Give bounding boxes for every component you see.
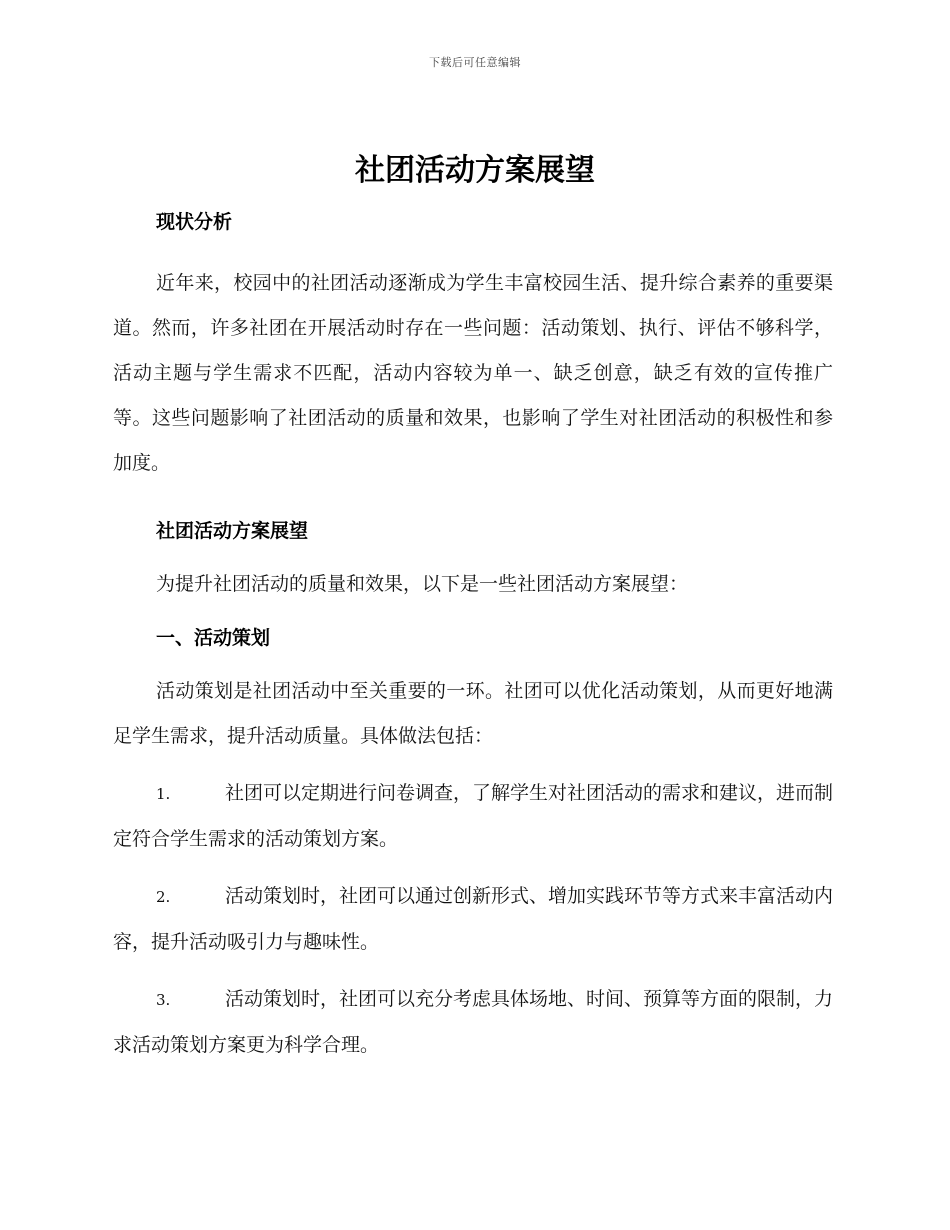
list-item <box>113 874 833 965</box>
page-header: 下载后可任意编辑 <box>429 56 521 69</box>
list-item <box>113 977 833 1068</box>
planning-paragraph: 活动策划是社团活动中至关重要的一环。社团可以优化活动策划，从而更好地满足学生需求，提升活动质量。具体做法包括： <box>113 680 833 747</box>
document-body <box>113 203 833 1068</box>
outlook-paragraph: 为提升社团活动的质量和效果，以下是一些社团活动方案展望： <box>156 573 689 595</box>
document-title: 社团活动方案展望 <box>355 153 595 188</box>
list-item-number: 1. <box>156 785 171 803</box>
section-heading-status: 现状分析 <box>156 211 233 233</box>
section-heading-outlook: 社团活动方案展望 <box>156 520 309 542</box>
list-item-text: 社团可以定期进行问卷调查，了解学生对社团活动的需求和建议，进而制定符合学生需求的活动策划方案。 <box>113 782 834 850</box>
list-item-text: 活动策划时，社团可以充分考虑具体场地、时间、预算等方面的限制，力求活动策划方案更为科学合理。 <box>113 988 834 1056</box>
list-item-number: 2. <box>156 888 171 906</box>
section-heading-planning: 一、活动策划 <box>156 627 271 649</box>
status-paragraph: 近年来，校园中的社团活动逐渐成为学生丰富校园生活、提升综合素养的重要渠道。然而，许多社团在开展活动时存在一些问题：活动策划、执行、评估不够科学，活动主题与学生需求不匹配，活动内容较为单一、缺乏创意，缺乏有效的宣传推广等。这些问题影响了社团活动的质量和效果，也影响了学生对社团活动的积极性和参加度。 <box>113 272 833 474</box>
list-item-text: 活动策划时，社团可以通过创新形式、增加实践环节等方式来丰富活动内容，提升活动吸引力与趣味性。 <box>113 885 834 953</box>
list-item-number: 3. <box>156 991 171 1009</box>
list-item <box>113 771 833 862</box>
